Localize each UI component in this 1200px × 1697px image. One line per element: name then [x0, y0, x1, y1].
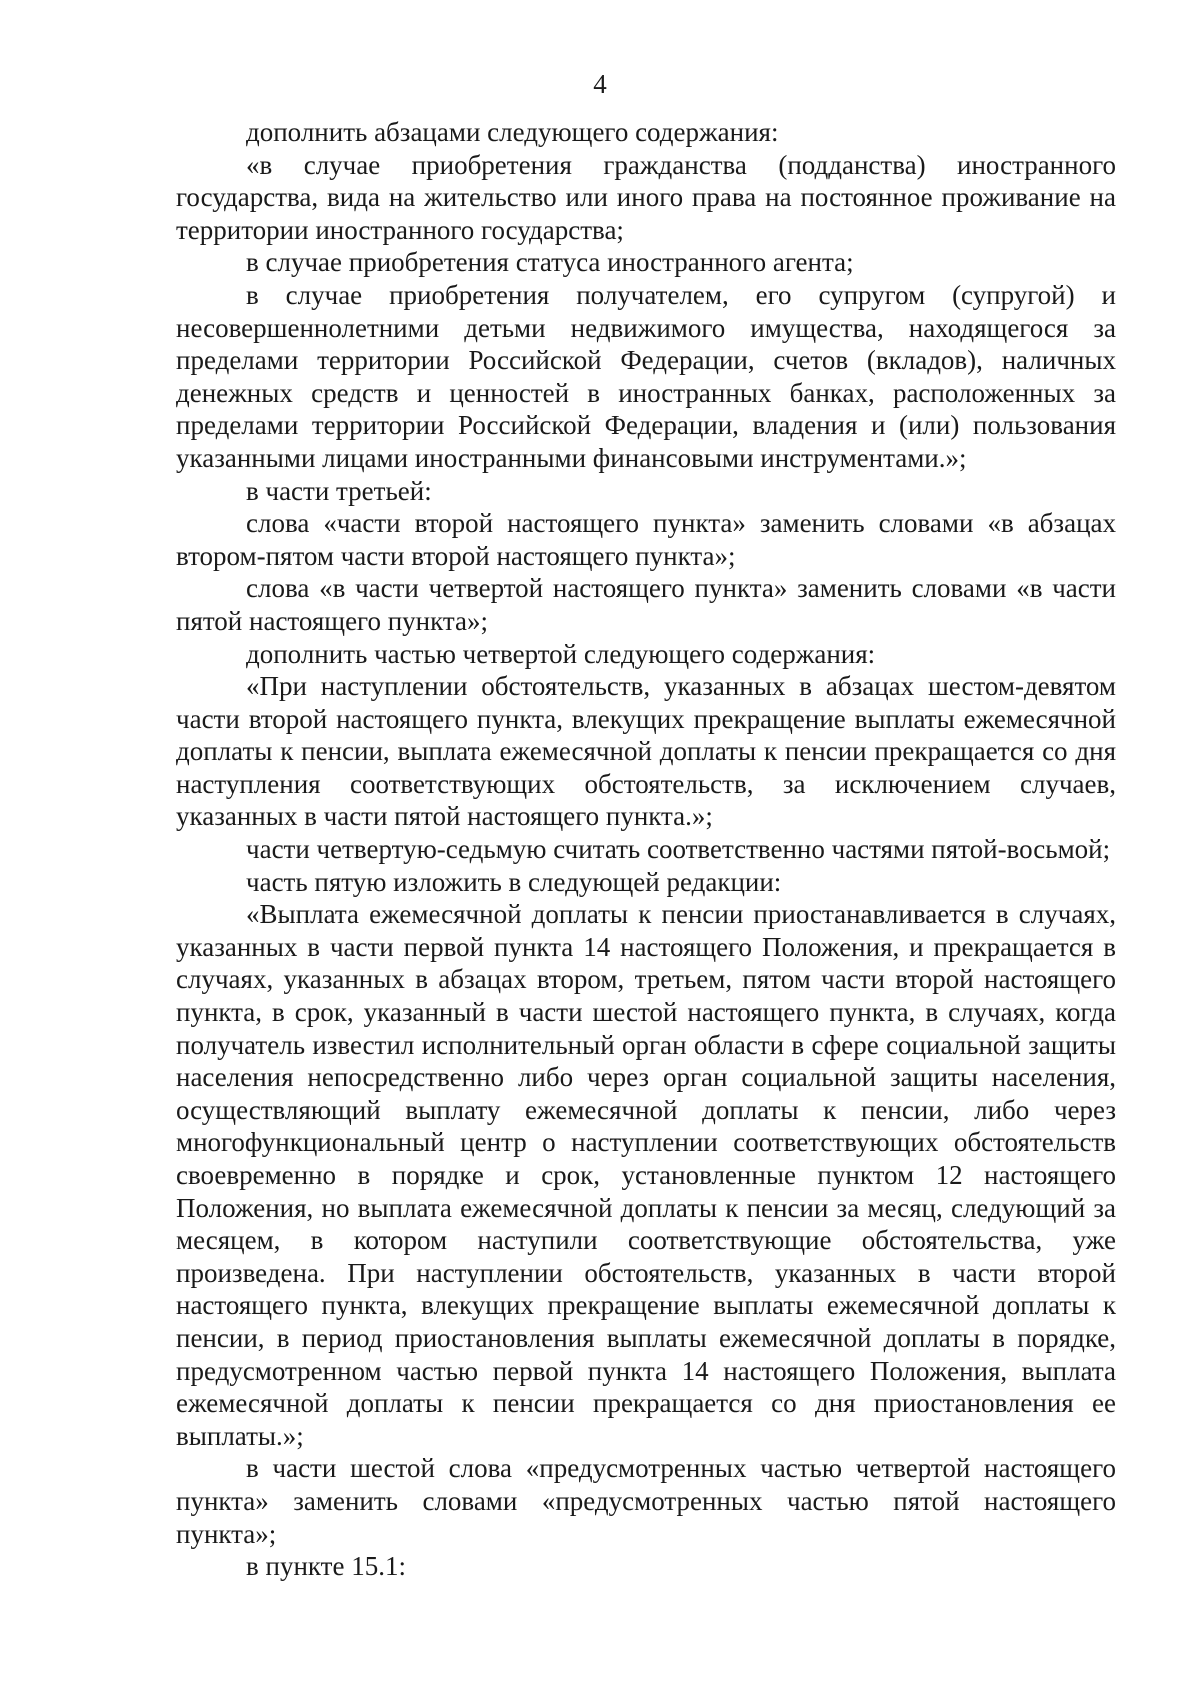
paragraph: слова «в части четвертой настоящего пункта» заменить словами «в части пятой настоящего пункта»;: [176, 573, 1116, 636]
paragraph: дополнить абзацами следующего содержания:: [246, 117, 779, 147]
paragraph: «Выплата ежемесячной доплаты к пенсии приостанавливается в случаях, указанных в части первой пункта 14 настоящего Положения, и прекращается в случаях, указанных в абзацах втором, третьем, пятом части второй настоящего пункта, в срок, указанный в части шестой настоящего пункта, в случаях, когда получатель известил исполнительный орган области в сфере социальной защиты населения непосредственно либо через орган социальной защиты населения, осуществляющий выплату ежемесячной доплаты к пенсии, либо через многофункциональный центр о наступлении соответствующих обстоятельств своевременно в порядке и срок, установленные пунктом 12 настоящего Положения, но выплата ежемесячной доплаты к пенсии за месяц, следующий за месяцем, в котором наступили соответствующие обстоятельства, уже произведена. При наступлении обстоятельств, указанных в части второй настоящего пункта, влекущих прекращение выплаты ежемесячной доплаты к пенсии, в период приостановления выплаты ежемесячной доплаты в порядке, предусмотренном частью первой пункта 14 настоящего Положения, выплата ежемесячной доплаты к пенсии прекращается со дня приостановления ее выплаты.»;: [176, 899, 1116, 1451]
paragraph: в случае приобретения получателем, его супругом (супругой) и несовершеннолетними детьми недвижимого имущества, находящегося за пределами территории Российской Федерации, счетов (вкладов), наличных денежных средств и ценностей в иностранных банках, расположенных за пределами территории Российской Федерации, владения и (или) пользования указанными лицами иностранными финансовыми инструментами.»;: [176, 279, 1116, 473]
paragraph: части четвертую-седьмую считать соответственно частями пятой-восьмой;: [246, 834, 1111, 865]
paragraph: в пункте 15.1:: [246, 1551, 406, 1582]
paragraph: в части третьей:: [246, 475, 432, 506]
paragraph: слова «части второй настоящего пункта» заменить словами «в абзацах втором-пятом части второй настоящего пункта»;: [176, 508, 1116, 571]
paragraph: в части шестой слова «предусмотренных частью четвертой настоящего пункта» заменить словами «предусмотренных частью пятой настоящего пункта»;: [176, 1453, 1116, 1549]
page-number: 4: [593, 69, 607, 99]
paragraph: часть пятую изложить в следующей редакции:: [246, 866, 782, 897]
paragraph: дополнить частью четвертой следующего содержания:: [246, 638, 876, 669]
paragraph: «При наступлении обстоятельств, указанных в абзацах шестом-девятом части второй настоящего пункта, влекущих прекращение выплаты ежемесячной доплаты к пенсии, выплата ежемесячной доплаты к пенсии прекращается со дня наступления соответствующих обстоятельств, за исключением случаев, указанных в части пятой настоящего пункта.»;: [176, 671, 1116, 832]
paragraph: в случае приобретения статуса иностранного агента;: [246, 247, 854, 278]
paragraph: «в случае приобретения гражданства (подданства) иностранного государства, вида на жительство или иного права на постоянное проживание на территории иностранного государства;: [176, 149, 1116, 245]
document-body: [176, 116, 1116, 1583]
